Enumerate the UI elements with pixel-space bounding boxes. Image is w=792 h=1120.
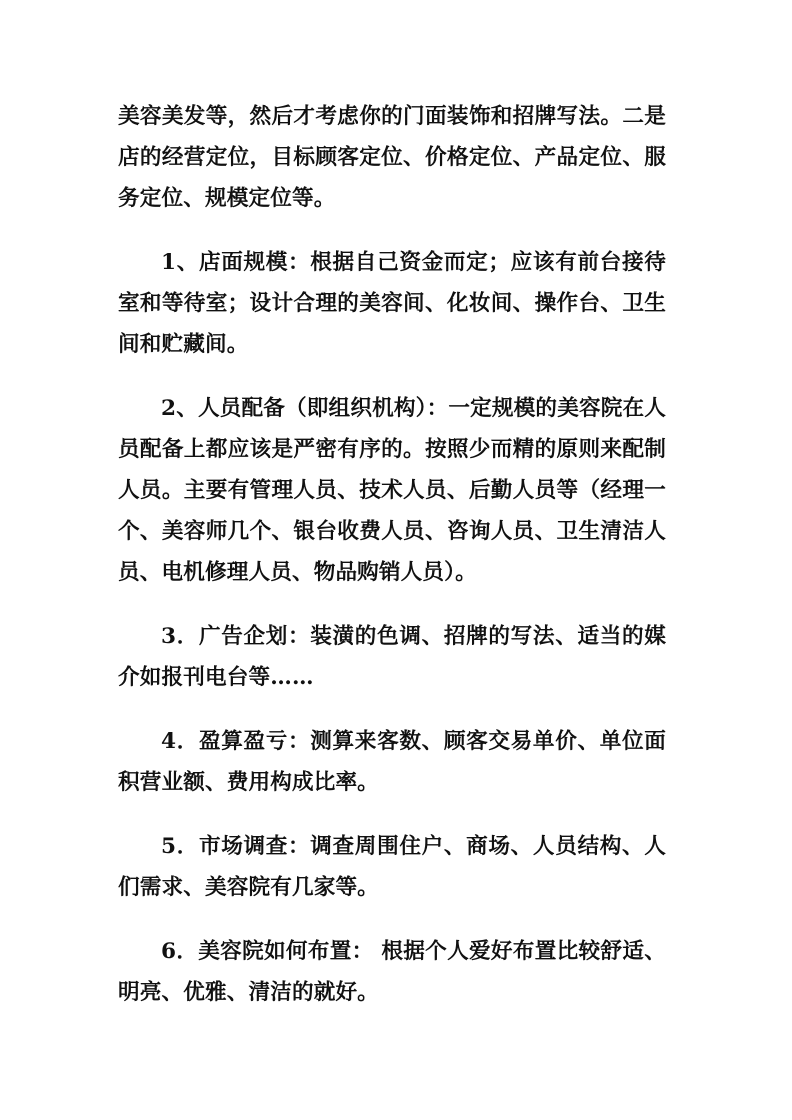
paragraph-salon-layout: 6．美容院如何布置： 根据个人爱好布置比较舒适、明亮、优雅、清洁的就好。 bbox=[118, 939, 666, 1005]
paragraph-staffing: 2、人员配备（即组织机构）：一定规模的美容院在人员配备上都应该是严密有序的。按照少而精的原则来配制人员。主要有管理人员、技术人员、后勤人员等（经理一个、美容师几个、银台收费人员、咨询人员、卫生清洁人员、电机修理人员、物品购销人员）。 bbox=[118, 396, 666, 585]
paragraph-store-scale: 1、店面规模：根据自己资金而定；应该有前台接待室和等待室；设计合理的美容间、化妆间、操作台、卫生间和贮藏间。 bbox=[118, 250, 666, 357]
document-body bbox=[118, 96, 666, 1036]
paragraph-market-research: 5．市场调查：调查周围住户、商场、人员结构、人们需求、美容院有几家等。 bbox=[118, 834, 666, 900]
paragraph-advertising: 3．广告企划：装潢的色调、招牌的写法、适当的媒介如报刊电台等…… bbox=[118, 624, 666, 690]
paragraph-profit-loss: 4．盈算盈亏：测算来客数、顾客交易单价、单位面积营业额、费用构成比率。 bbox=[118, 729, 666, 795]
paragraph-intro-continuation: 美容美发等，然后才考虑你的门面装饰和招牌写法。二是店的经营定位，目标顾客定位、价格定位、产品定位、服务定位、规模定位等。 bbox=[118, 104, 666, 211]
